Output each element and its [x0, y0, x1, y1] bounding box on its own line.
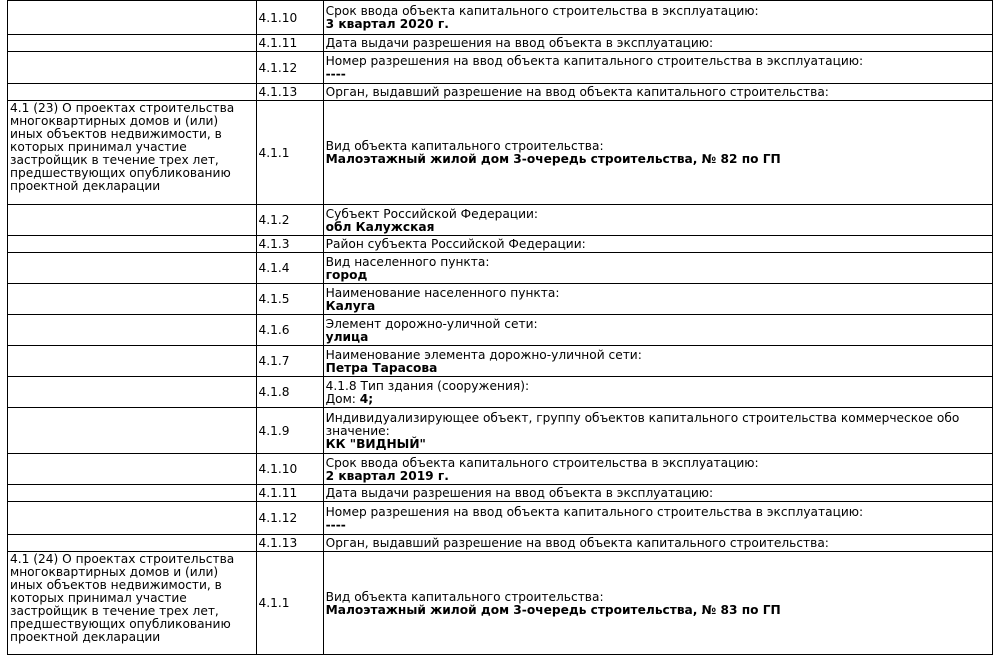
- table-row: [8, 485, 993, 502]
- table-row: [8, 502, 993, 535]
- item-code: 4.1.12: [256, 502, 323, 535]
- item-code: 4.1.4: [256, 253, 323, 284]
- item-content: [323, 284, 992, 315]
- item-value: Петра Тарасова: [325, 360, 438, 375]
- item-code: 4.1.3: [256, 236, 323, 253]
- declaration-table-body: [8, 1, 993, 655]
- item-label: Орган, выдавший разрешение на ввод объекта капитального строительства:: [325, 536, 829, 550]
- item-content: [323, 535, 992, 552]
- item-value: ----: [325, 67, 346, 81]
- item-content: [323, 1, 992, 35]
- item-content: [323, 35, 992, 52]
- item-label: Субъект Российской Федерации:: [325, 206, 539, 221]
- item-value: обл Калужская: [325, 219, 435, 234]
- item-value-prefix: Дом:: [325, 391, 360, 406]
- item-code: 4.1.10: [256, 1, 323, 35]
- item-code: 4.1.10: [256, 454, 323, 485]
- item-code: 4.1.13: [256, 535, 323, 552]
- empty-section-cell: [8, 205, 257, 236]
- item-value: ----: [325, 517, 346, 532]
- empty-section-cell: [8, 236, 257, 253]
- empty-section-cell: [8, 408, 257, 454]
- item-content: [323, 552, 992, 655]
- item-content: [323, 52, 992, 84]
- empty-section-cell: [8, 502, 257, 535]
- item-value: Калуга: [325, 298, 376, 313]
- item-code: 4.1.11: [256, 35, 323, 52]
- table-row: [8, 408, 993, 454]
- item-value: [326, 393, 990, 406]
- empty-section-cell: [8, 84, 257, 101]
- table-row: [8, 253, 993, 284]
- empty-section-cell: [8, 35, 257, 52]
- table-row: [8, 35, 993, 52]
- item-code: 4.1.8: [256, 377, 323, 408]
- item-label-continued: значение:: [325, 423, 390, 438]
- item-content: [323, 84, 992, 101]
- item-label: Номер разрешения на ввод объекта капитального строительства в эксплуатацию:: [325, 54, 864, 68]
- item-content: [323, 346, 992, 377]
- declaration-table: [7, 0, 993, 655]
- table-row: [8, 284, 993, 315]
- section-title-cell: [8, 101, 257, 205]
- empty-section-cell: [8, 346, 257, 377]
- item-label: Срок ввода объекта капитального строительства в эксплуатацию:: [325, 4, 759, 18]
- item-value: улица: [325, 329, 369, 344]
- empty-section-cell: [8, 52, 257, 84]
- table-row: [8, 315, 993, 346]
- item-code: 4.1.12: [256, 52, 323, 84]
- table-row: [8, 552, 993, 655]
- table-row: [8, 454, 993, 485]
- item-content: [323, 377, 992, 408]
- empty-section-cell: [8, 535, 257, 552]
- item-label: Срок ввода объекта капитального строительства в эксплуатацию:: [325, 455, 759, 470]
- item-label: Вид объекта капитального строительства:: [325, 589, 604, 604]
- empty-section-cell: [8, 454, 257, 485]
- item-label: Вид объекта капитального строительства:: [325, 139, 604, 153]
- item-code: 4.1.7: [256, 346, 323, 377]
- table-row: [8, 346, 993, 377]
- item-content: [323, 315, 992, 346]
- item-code: 4.1.13: [256, 84, 323, 101]
- item-label: Дата выдачи разрешения на ввод объекта в эксплуатацию:: [325, 486, 714, 500]
- item-content: [323, 236, 992, 253]
- table-row: [8, 84, 993, 101]
- item-value-bold: 4;: [359, 391, 374, 406]
- item-content: [323, 253, 992, 284]
- item-value: КК "ВИДНЫЙ": [325, 436, 426, 451]
- item-value: Малоэтажный жилой дом 3-очередь строительства, № 82 по ГП: [325, 152, 781, 166]
- item-label: Район субъекта Российской Федерации:: [325, 237, 586, 251]
- item-code: 4.1.11: [256, 485, 323, 502]
- item-code: 4.1.9: [256, 408, 323, 454]
- table-row: [8, 205, 993, 236]
- item-code: 4.1.5: [256, 284, 323, 315]
- item-content: [323, 101, 992, 205]
- table-row: [8, 1, 993, 35]
- section-title-cell: [8, 552, 257, 655]
- section-title: 4.1 (23) О проектах строительства многоквартирных домов и (или) иных объектов недвижимости, в которых принимал участие застройщик в течение трех лет, предшествующих опубликованию проектной декларации: [10, 101, 235, 193]
- empty-section-cell: [8, 284, 257, 315]
- item-label: Орган, выдавший разрешение на ввод объекта капитального строительства:: [325, 85, 829, 99]
- table-row: [8, 101, 993, 205]
- item-content: [323, 408, 992, 454]
- table-row: [8, 52, 993, 84]
- empty-section-cell: [8, 377, 257, 408]
- item-label: Вид населенного пункта:: [325, 254, 490, 269]
- item-label: 4.1.8 Тип здания (сооружения):: [325, 378, 530, 393]
- item-content: [323, 502, 992, 535]
- item-code: 4.1.1: [256, 101, 323, 205]
- table-row: [8, 535, 993, 552]
- item-code: 4.1.6: [256, 315, 323, 346]
- item-value: 3 квартал 2020 г.: [325, 17, 449, 31]
- item-code: 4.1.1: [256, 552, 323, 655]
- table-row: [8, 236, 993, 253]
- item-label: Наименование элемента дорожно-уличной сети:: [325, 347, 642, 362]
- item-label: Индивидуализирующее объект, группу объектов капитального строительства коммерческое обо: [325, 410, 960, 425]
- item-label: Наименование населенного пункта:: [325, 285, 560, 300]
- section-title: 4.1 (24) О проектах строительства многоквартирных домов и (или) иных объектов недвижимости, в которых принимал участие застройщик в течение трех лет, предшествующих опубликованию проектной декларации: [10, 552, 235, 644]
- item-content: [323, 485, 992, 502]
- empty-section-cell: [8, 253, 257, 284]
- item-code: 4.1.2: [256, 205, 323, 236]
- declaration-table-wrap: [7, 0, 993, 655]
- item-content: [323, 454, 992, 485]
- item-label: Дата выдачи разрешения на ввод объекта в эксплуатацию:: [325, 36, 714, 50]
- item-value: Малоэтажный жилой дом 3-очередь строительства, № 83 по ГП: [325, 602, 781, 617]
- item-label: Номер разрешения на ввод объекта капитального строительства в эксплуатацию:: [325, 504, 864, 519]
- empty-section-cell: [8, 315, 257, 346]
- item-content: [323, 205, 992, 236]
- item-value: город: [325, 267, 368, 282]
- empty-section-cell: [8, 1, 257, 35]
- table-row: [8, 377, 993, 408]
- item-label: Элемент дорожно-уличной сети:: [325, 316, 538, 331]
- empty-section-cell: [8, 485, 257, 502]
- item-value: 2 квартал 2019 г.: [325, 468, 449, 483]
